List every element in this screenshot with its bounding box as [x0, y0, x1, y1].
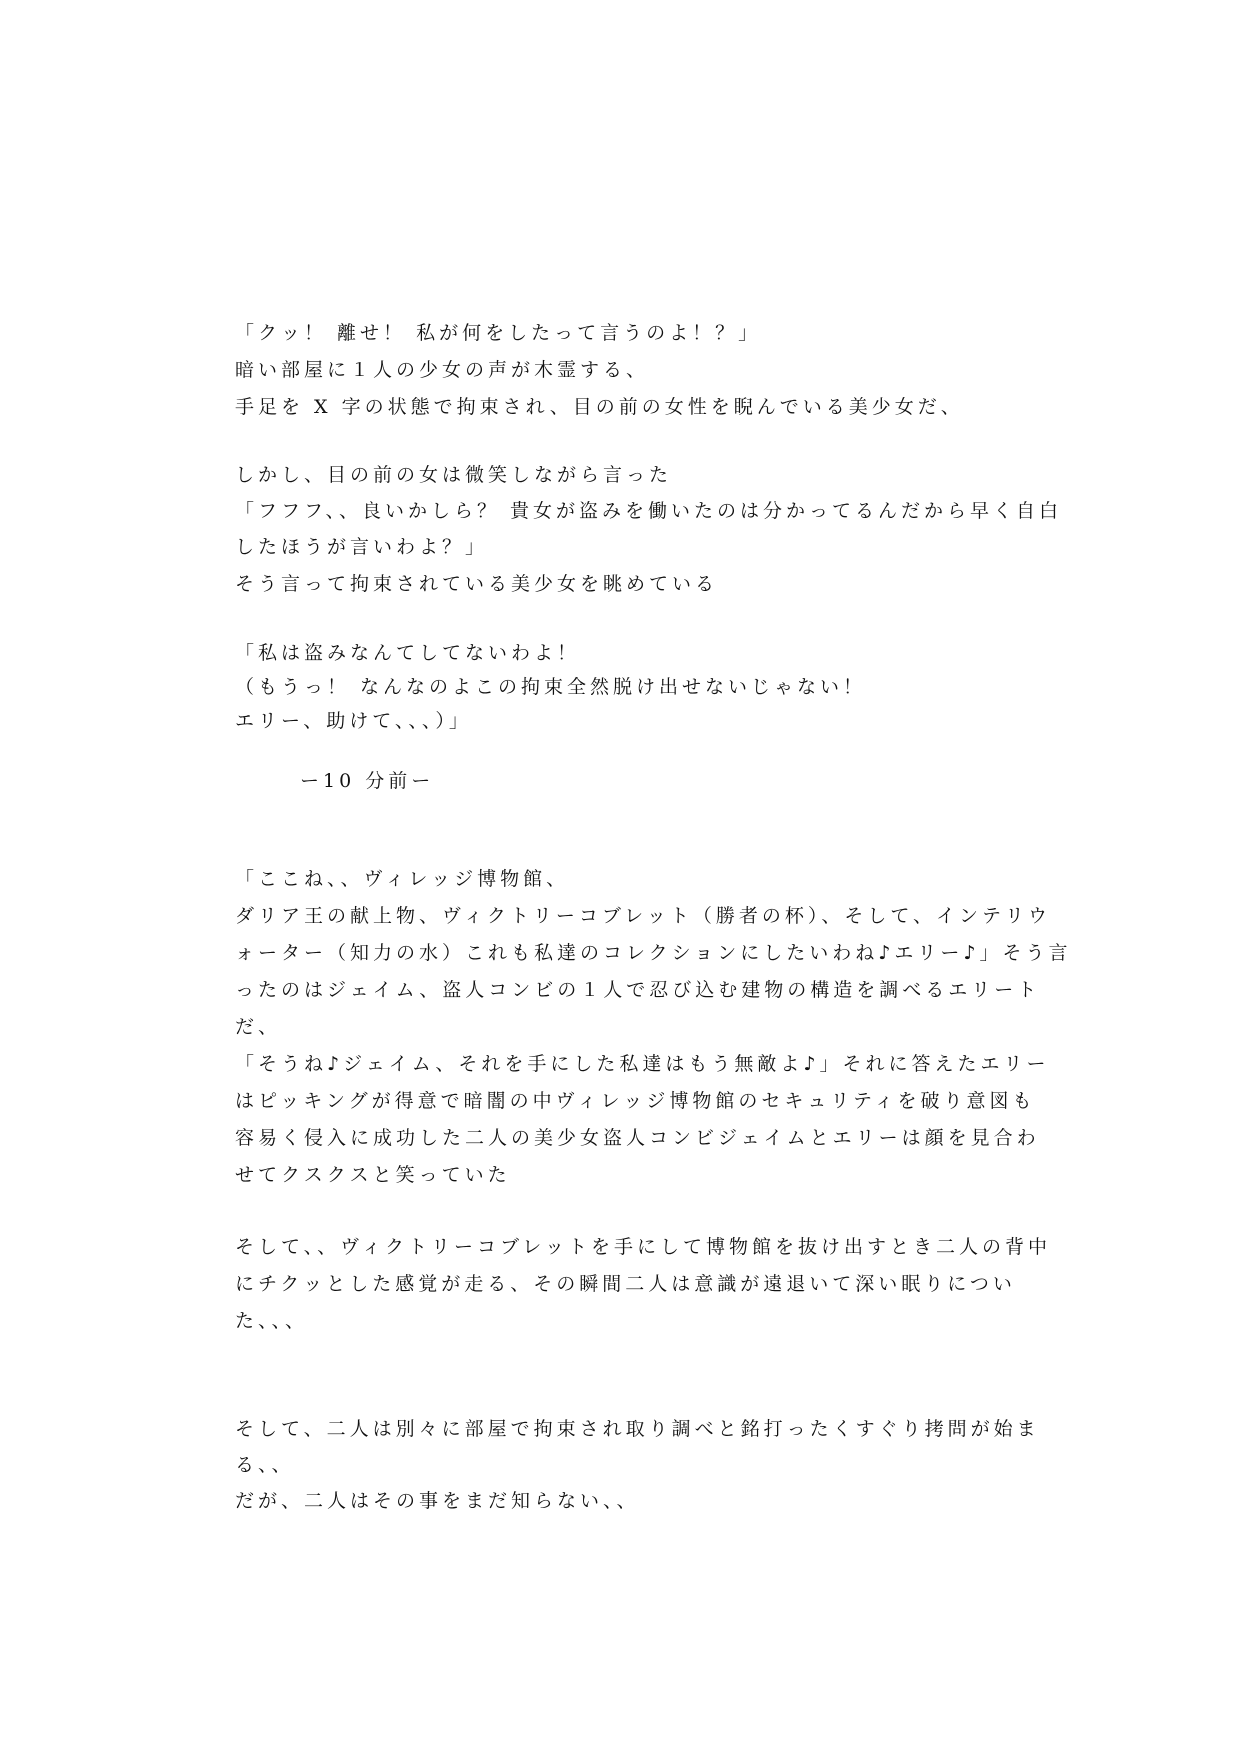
- text-line: 「クッ！ 離せ！ 私が何をしたって言うのよ！？」: [235, 322, 762, 344]
- text-line: したほうが言いわよ？」: [235, 536, 489, 558]
- text-line: だ、: [235, 1016, 282, 1038]
- text-line: 容易く侵入に成功した二人の美少女盗人コンビジェイムとエリーは顔を見合わ: [235, 1127, 1040, 1149]
- text-line: 暗い部屋に１人の少女の声が木霊する、: [235, 359, 650, 381]
- text-line: 手足を X 字の状態で拘束され、目の前の女性を睨んでいる美少女だ、: [235, 396, 964, 418]
- text-line: そして、二人は別々に部屋で拘束され取り調べと銘打ったくすぐり拷問が始ま: [235, 1418, 1040, 1440]
- text-line: ォーター（知力の水）これも私達のコレクションにしたいわね♪エリー♪」そう言: [235, 942, 1072, 964]
- text-line: 「フフフ、、良いかしら？ 貴女が盗みを働いたのは分かってるんだから早く自白: [235, 500, 1063, 522]
- text-line: せてクスクスと笑っていた: [235, 1164, 511, 1186]
- text-line: （もうっ！ なんなのよこの拘束全然脱け出せないじゃない！: [235, 676, 867, 698]
- section-heading: ー10 分前ー: [300, 770, 435, 792]
- text-line: そして、、ヴィクトリーコブレットを手にして博物館を抜け出すとき二人の背中: [235, 1236, 1052, 1258]
- text-line: 「そうね♪ジェイム、それを手にした私達はもう無敵よ♪」それに答えたエリー: [235, 1053, 1050, 1075]
- text-line: た、、、: [235, 1310, 309, 1332]
- text-line: 「私は盗みなんてしてないわよ！: [235, 642, 581, 664]
- text-line: しかし、目の前の女は微笑しながら言った: [235, 464, 673, 486]
- text-line: にチクッとした感覚が走る、その瞬間二人は意識が遠退いて深い眠りについ: [235, 1273, 1016, 1295]
- text-line: エリー、助けて、、、）」: [235, 710, 472, 732]
- text-line: そう言って拘束されている美少女を眺めている: [235, 573, 719, 595]
- text-line: 「ここね、、ヴィレッジ博物館、: [235, 868, 570, 890]
- text-line: ったのはジェイム、盗人コンビの１人で忍び込む建物の構造を調べるエリート: [235, 979, 1041, 1001]
- text-line: はピッキングが得意で暗闇の中ヴィレッジ博物館のセキュリティを破り意図も: [235, 1090, 1036, 1112]
- text-line: る、、: [235, 1454, 295, 1476]
- text-line: ダリア王の献上物、ヴィクトリーコブレット（勝者の杯）、そして、インテリウ: [235, 905, 1052, 927]
- text-line: だが、二人はその事をまだ知らない、、: [235, 1490, 640, 1512]
